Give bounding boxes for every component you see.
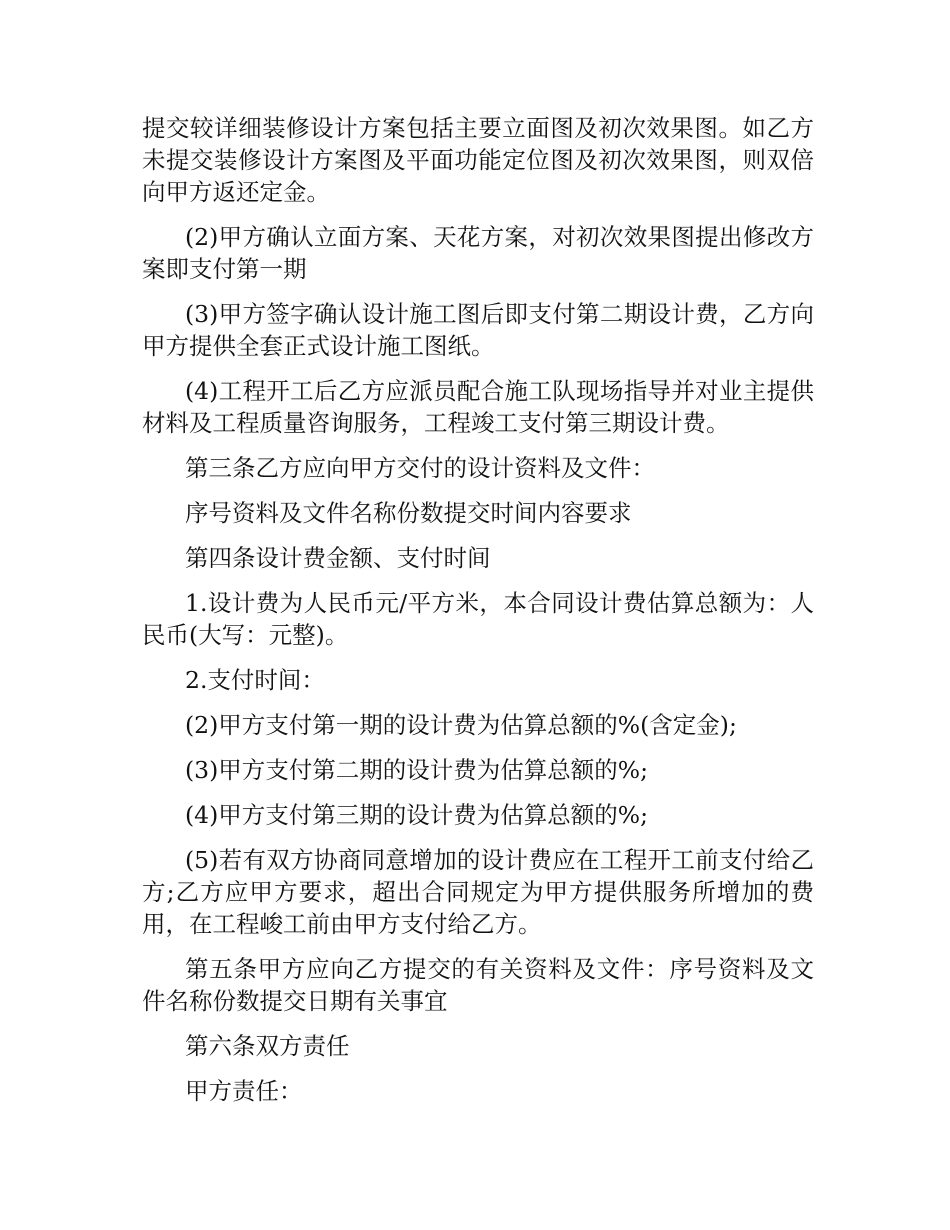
article-6-heading: 第六条双方责任 xyxy=(185,1032,350,1060)
article-3-heading: 第三条乙方应向甲方交付的设计资料及文件： xyxy=(185,454,655,482)
paragraph-payment-phase-3: (4)甲方支付第三期的设计费为估算总额的%; xyxy=(185,801,649,829)
paragraph-item-4-third-payment: (4)工程开工后乙方应派员配合施工队现场指导并对业主提供材料及工程质量咨询服务，工程竣工支付第三期设计费。 xyxy=(142,377,814,437)
article-4-heading: 第四条设计费金额、支付时间 xyxy=(185,544,491,572)
document-body xyxy=(142,112,814,1120)
paragraph-payment-time: 2.支付时间： xyxy=(185,666,325,694)
paragraph-payment-phase-2: (3)甲方支付第二期的设计费为估算总额的%; xyxy=(185,756,649,784)
paragraph-item-2-first-payment: (2)甲方确认立面方案、天花方案，对初次效果图提出修改方案即支付第一期 xyxy=(142,223,814,283)
paragraph-fee-amount: 1.设计费为人民币元/平方米，本合同设计费估算总额为：人民币(大写：元整)。 xyxy=(142,589,814,649)
paragraph-design-submission: 提交较详细装修设计方案包括主要立面图及初次效果图。如乙方未提交装修设计方案图及平面功能定位图及初次效果图，则双倍向甲方返还定金。 xyxy=(142,114,814,206)
paragraph-payment-phase-1: (2)甲方支付第一期的设计费为估算总额的%(含定金); xyxy=(185,711,737,739)
paragraph-item-3-second-payment: (3)甲方签字确认设计施工图后即支付第二期设计费，乙方向甲方提供全套正式设计施工图纸。 xyxy=(142,300,814,360)
paragraph-additional-fees: (5)若有双方协商同意增加的设计费应在工程开工前支付给乙方;乙方应甲方要求，超出合同规定为甲方提供服务所增加的费用，在工程峻工前由甲方支付给乙方。 xyxy=(142,846,814,938)
article-3-table-header: 序号资料及文件名称份数提交时间内容要求 xyxy=(185,499,632,527)
article-5-heading: 第五条甲方应向乙方提交的有关资料及文件：序号资料及文件名称份数提交日期有关事宜 xyxy=(142,955,814,1015)
party-a-responsibility-heading: 甲方责任： xyxy=(185,1077,303,1105)
